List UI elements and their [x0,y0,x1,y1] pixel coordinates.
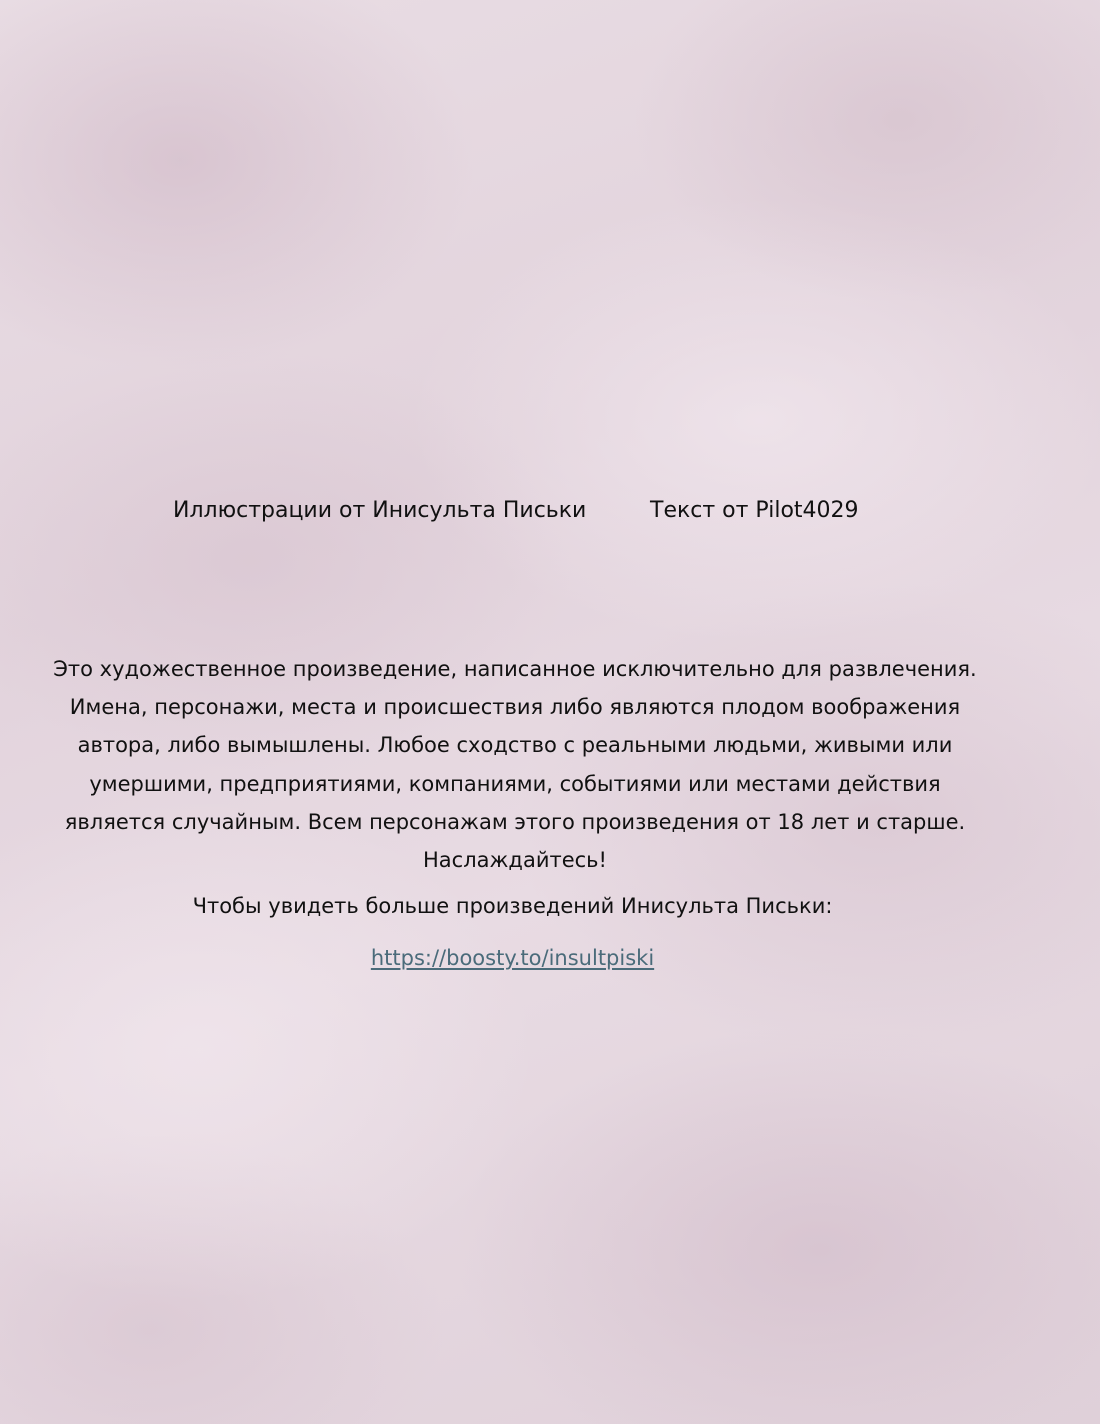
illustrations-credit: Иллюстрации от Инисульта Письки [173,498,587,523]
disclaimer-line: автора, либо вымышлены. Любое сходство с реальными людьми, живыми или [77,733,953,758]
disclaimer-line: Это художественное произведение, написанное исключительно для развлечения. [53,657,977,681]
disclaimer-line: является случайным. Всем персонажам этого произведения от 18 лет и старше. [64,809,966,834]
text-credit: Текст от Pilot4029 [650,498,859,523]
disclaimer-paragraph [40,650,990,879]
boosty-link-container [0,946,1025,970]
more-works-label: Чтобы увидеть больше произведений Инисульта Письки: [192,894,833,918]
boosty-link[interactable]: https://boosty.to/insultpiski [370,946,655,970]
disclaimer-line: умершими, предприятиями, компаниями, событиями или местами действия [89,771,941,796]
disclaimer-line: Наслаждайтесь! [423,848,607,873]
disclaimer-line: Имена, персонажи, места и происшествия либо являются плодом воображения [69,695,961,720]
credits-row [0,498,1100,532]
